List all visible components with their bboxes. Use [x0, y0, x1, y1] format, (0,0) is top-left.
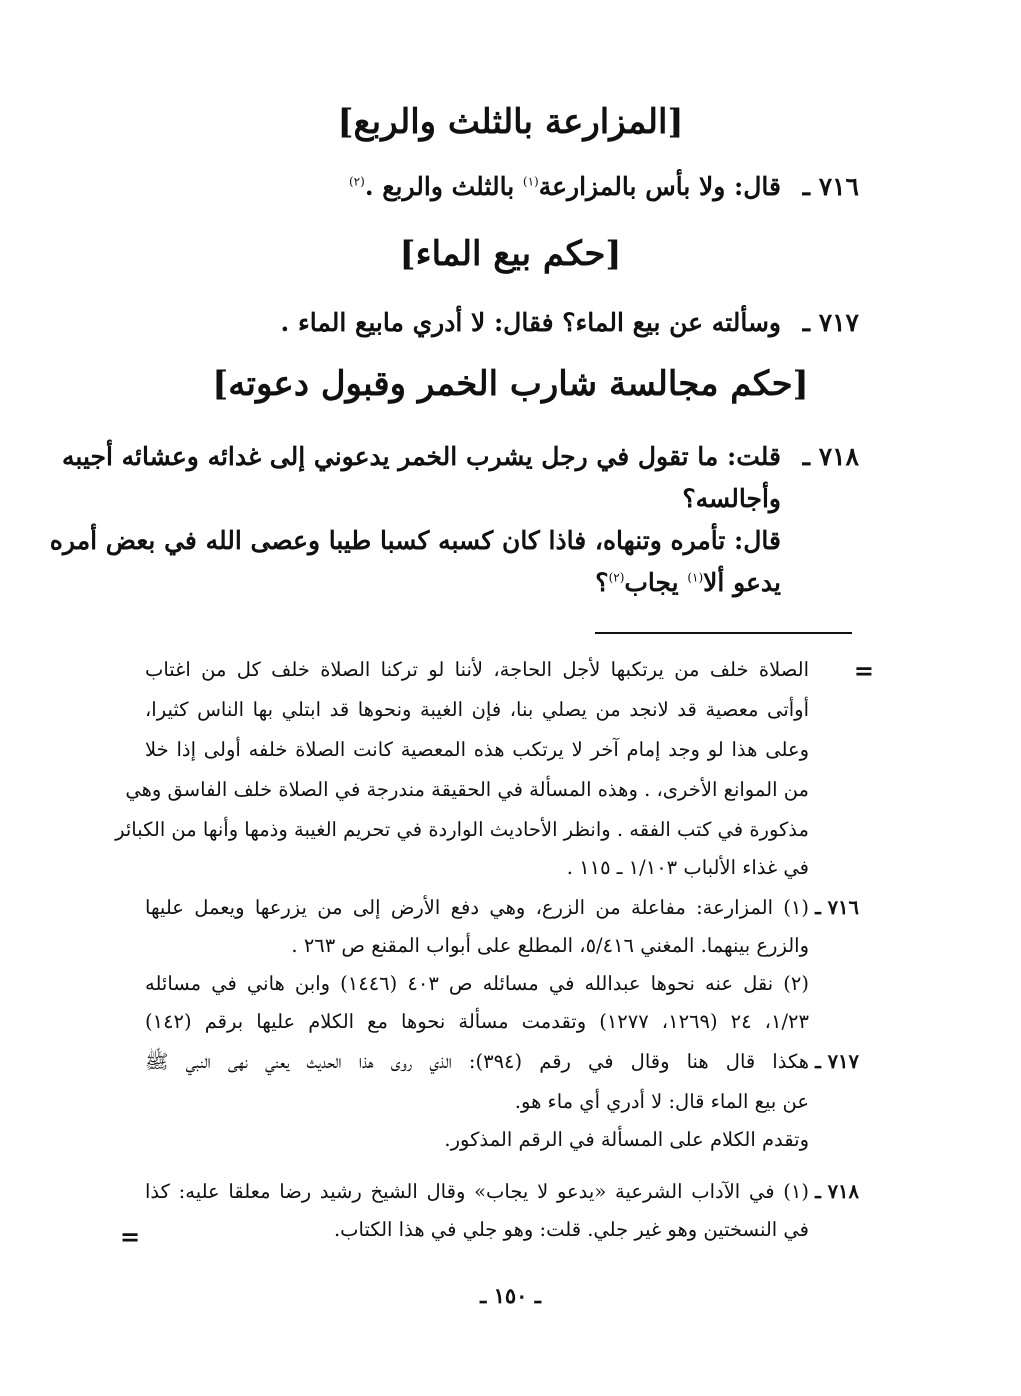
footnote-716-line-2: والزرع بينهما. المغني ٥/٤١٦، المطلع على أبواب المقنع ص ٢٦٣ . — [291, 934, 809, 957]
footnote-716-line-4: ١/٢٣، ٢٤ (١٢٦٩، ١٢٧٧) وتقدمت مسألة نحوها مع الكلام عليها برقم (١٤٢) — [145, 1010, 809, 1033]
entry-718-line-4-b: يجاب — [624, 568, 688, 597]
footnote-ref-2: (٢) — [348, 174, 365, 189]
entry-717-text: وسألته عن بيع الماء؟ فقال: لا أدري مابيع الماء . — [280, 308, 781, 337]
footnote-ref-1: (١) — [522, 174, 539, 189]
footnote-separator — [595, 632, 852, 634]
section-heading-sharecropping: [المزارعة بالثلث والربع] — [337, 102, 684, 142]
footnote-ref-1: (١) — [687, 570, 704, 585]
entry-718-line-4-c: ؟ — [595, 568, 609, 597]
footnote-717-line-3: وتقدم الكلام على المسألة في الرقم المذكور. — [444, 1128, 809, 1151]
entry-number-718: ٧١٨ ـ — [802, 442, 859, 471]
entry-716-text-a: قال: ولا بأس بالمزارعة — [538, 172, 781, 201]
footnote-718-line-1: (١) في الآداب الشرعية «يدعو لا يجاب» وقال الشيخ رشيد رضا معلقا عليه: كذا — [145, 1180, 809, 1203]
entry-716-text — [349, 172, 781, 201]
footnote-continued-line-3: وعلى هذا لو وجد إمام آخر لا يرتكب هذه المعصية كانت الصلاة خلفه أولى إذا خلا — [145, 738, 809, 761]
footnote-continued-line-5: مذكورة في كتب الفقه . وانظر الأحاديث الواردة في تحريم الغيبة وذمها وأنها من الكبائر — [115, 818, 809, 841]
footnote-number-716: ٧١٦ ـ — [815, 896, 859, 919]
footnote-continued-line-1: الصلاة خلف من يرتكبها لأجل الحاجة، لأننا لو تركنا الصلاة خلف كل من اغتاب — [145, 658, 809, 681]
continues-mark: = — [120, 1222, 141, 1251]
entry-716-text-b: بالثلث والربع . — [364, 172, 523, 201]
footnote-continued-line-6: في غذاء الألباب ١/١٠٣ ـ ١١٥ . — [566, 856, 809, 879]
footnote-718-line-2: في النسختين وهو غير جلي. قلت: وهو جلي في هذا الكتاب. — [333, 1218, 809, 1241]
footnote-717-line-1: هكذا قال هنا وقال في رقم (٣٩٤): الذي روى هذا الحديث يعني نهى النبي ﷺ — [145, 1050, 809, 1073]
entry-718-line-3: قال: تأمره وتنهاه، فاذا كان كسبه كسبا طيبا وعصى الله في بعض أمره — [49, 526, 781, 555]
entry-718-line-1: قلت: ما تقول في رجل يشرب الخمر يدعوني إلى غدائه وعشائه أجيبه — [62, 442, 781, 471]
section-heading-water-sale: [حكم بيع الماء] — [399, 234, 622, 274]
continued-mark: = — [853, 656, 874, 685]
entry-number-717: ٧١٧ ـ — [802, 308, 859, 337]
footnote-number-718: ٧١٨ ـ — [815, 1180, 859, 1203]
footnote-716-line-1: (١) المزارعة: مفاعلة من الزرع، وهي دفع الأرض إلى من يزرعها ويعمل عليها — [145, 896, 809, 919]
page-number: ـ ١٥٠ ـ — [480, 1283, 541, 1308]
entry-718-line-4 — [595, 568, 781, 597]
footnote-717-line-2: عن بيع الماء قال: لا أدري أي ماء هو. — [514, 1090, 809, 1113]
footnote-continued-line-4: من الموانع الأخرى، . وهذه المسألة في الحقيقة مندرجة في الصلاة خلف الفاسق وهي — [125, 778, 809, 801]
entry-718-line-4-a: يدعو ألا — [703, 568, 781, 597]
footnote-716-line-3: (٢) نقل عنه نحوها عبدالله في مسائله ص ٤٠٣ (١٤٤٦) وابن هاني في مسائله — [145, 972, 809, 995]
entry-number-716: ٧١٦ ـ — [802, 172, 859, 201]
footnote-continued-line-2: أوأتى معصية قد لانجد من يصلي بنا، فإن الغيبة ونحوها قد ابتلي بها الناس كثيرا، — [145, 698, 809, 721]
footnote-number-717: ٧١٧ ـ — [815, 1050, 859, 1073]
footnote-ref-2: (٢) — [608, 570, 625, 585]
section-heading-wine-drinker: [حكم مجالسة شارب الخمر وقبول دعوته] — [212, 364, 809, 404]
entry-718-line-2: وأجالسه؟ — [682, 484, 781, 513]
